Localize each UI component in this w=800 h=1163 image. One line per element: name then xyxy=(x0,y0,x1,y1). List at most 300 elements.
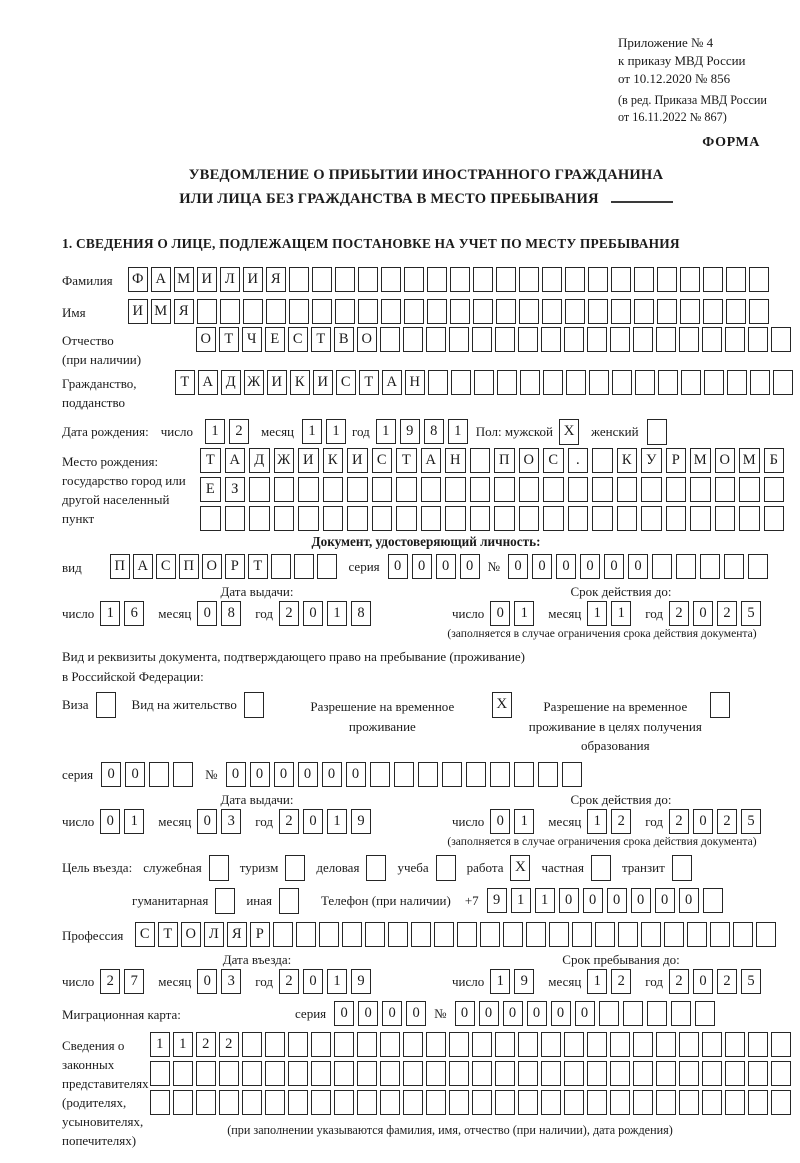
char-box[interactable]: 0 xyxy=(551,1001,571,1026)
char-box[interactable] xyxy=(541,1090,561,1115)
char-box[interactable] xyxy=(748,327,768,352)
char-box[interactable]: 0 xyxy=(604,554,624,579)
char-box[interactable]: Я xyxy=(227,922,247,947)
char-box[interactable]: 0 xyxy=(197,601,217,626)
stay-day-input[interactable] xyxy=(490,969,534,994)
char-box[interactable]: Т xyxy=(158,922,178,947)
identity-doc-series-input[interactable] xyxy=(388,554,480,579)
char-box[interactable]: 0 xyxy=(322,762,342,787)
char-box[interactable]: А xyxy=(382,370,402,395)
legal-reps-input-row3[interactable] xyxy=(150,1090,791,1115)
char-box[interactable] xyxy=(496,267,516,292)
char-box[interactable]: К xyxy=(323,448,344,473)
char-box[interactable]: С xyxy=(156,554,176,579)
char-box[interactable] xyxy=(641,922,661,947)
char-box[interactable]: 0 xyxy=(298,762,318,787)
char-box[interactable] xyxy=(311,1032,331,1057)
birthplace-input-row1[interactable] xyxy=(200,448,784,473)
char-box[interactable] xyxy=(611,267,631,292)
char-box[interactable]: А xyxy=(133,554,153,579)
char-box[interactable] xyxy=(450,299,470,324)
residence-doc-number-input[interactable] xyxy=(226,762,582,787)
char-box[interactable]: 0 xyxy=(583,888,603,913)
char-box[interactable] xyxy=(418,762,438,787)
char-box[interactable] xyxy=(496,299,516,324)
char-box[interactable]: 1 xyxy=(587,809,607,834)
char-box[interactable] xyxy=(666,506,687,531)
char-box[interactable] xyxy=(372,506,393,531)
char-box[interactable] xyxy=(450,267,470,292)
char-box[interactable]: 0 xyxy=(607,888,627,913)
char-box[interactable] xyxy=(704,370,724,395)
char-box[interactable]: А xyxy=(198,370,218,395)
char-box[interactable] xyxy=(541,1061,561,1086)
char-box[interactable] xyxy=(676,554,696,579)
char-box[interactable]: 5 xyxy=(741,809,761,834)
char-box[interactable]: 0 xyxy=(334,1001,354,1026)
option-temp-residence-checkbox[interactable]: X xyxy=(492,692,512,718)
char-box[interactable] xyxy=(519,267,539,292)
char-box[interactable]: И xyxy=(347,448,368,473)
char-box[interactable] xyxy=(470,506,491,531)
char-box[interactable]: 0 xyxy=(303,969,323,994)
char-box[interactable]: М xyxy=(739,448,760,473)
char-box[interactable] xyxy=(472,1061,492,1086)
char-box[interactable]: 1 xyxy=(514,601,534,626)
char-box[interactable] xyxy=(273,922,293,947)
birthdate-day-input[interactable] xyxy=(205,419,249,444)
char-box[interactable]: 6 xyxy=(124,601,144,626)
char-box[interactable]: Т xyxy=(396,448,417,473)
char-box[interactable] xyxy=(380,1090,400,1115)
char-box[interactable] xyxy=(543,477,564,502)
char-box[interactable] xyxy=(334,1061,354,1086)
char-box[interactable] xyxy=(243,299,263,324)
char-box[interactable]: 2 xyxy=(611,809,631,834)
char-box[interactable]: 2 xyxy=(669,809,689,834)
char-box[interactable] xyxy=(771,1061,791,1086)
char-box[interactable]: 0 xyxy=(655,888,675,913)
char-box[interactable] xyxy=(647,1001,667,1026)
char-box[interactable]: П xyxy=(179,554,199,579)
char-box[interactable] xyxy=(495,1032,515,1057)
char-box[interactable] xyxy=(449,1032,469,1057)
char-box[interactable]: 0 xyxy=(274,762,294,787)
char-box[interactable] xyxy=(394,762,414,787)
char-box[interactable]: 5 xyxy=(741,601,761,626)
char-box[interactable] xyxy=(749,299,769,324)
char-box[interactable]: 2 xyxy=(717,969,737,994)
char-box[interactable] xyxy=(404,267,424,292)
char-box[interactable] xyxy=(599,1001,619,1026)
char-box[interactable] xyxy=(587,1061,607,1086)
char-box[interactable] xyxy=(725,327,745,352)
char-box[interactable]: Т xyxy=(200,448,221,473)
char-box[interactable]: Ф xyxy=(128,267,148,292)
char-box[interactable]: 2 xyxy=(669,969,689,994)
stay-month-input[interactable] xyxy=(587,969,631,994)
char-box[interactable] xyxy=(197,299,217,324)
purpose-humanitarian-checkbox[interactable] xyxy=(215,888,235,914)
char-box[interactable] xyxy=(289,299,309,324)
patronymic-input[interactable] xyxy=(196,327,791,352)
char-box[interactable] xyxy=(680,299,700,324)
char-box[interactable] xyxy=(426,1090,446,1115)
char-box[interactable] xyxy=(681,370,701,395)
char-box[interactable] xyxy=(771,1032,791,1057)
char-box[interactable] xyxy=(726,267,746,292)
char-box[interactable] xyxy=(411,922,431,947)
char-box[interactable] xyxy=(592,506,613,531)
char-box[interactable] xyxy=(748,554,768,579)
char-box[interactable] xyxy=(298,477,319,502)
char-box[interactable]: Ч xyxy=(242,327,262,352)
char-box[interactable]: Е xyxy=(200,477,221,502)
char-box[interactable] xyxy=(633,1032,653,1057)
char-box[interactable] xyxy=(470,477,491,502)
char-box[interactable]: 1 xyxy=(490,969,510,994)
char-box[interactable]: 0 xyxy=(406,1001,426,1026)
char-box[interactable] xyxy=(633,1090,653,1115)
char-box[interactable]: 0 xyxy=(508,554,528,579)
char-box[interactable] xyxy=(495,1061,515,1086)
residence-doc-series-input[interactable] xyxy=(101,762,193,787)
char-box[interactable] xyxy=(610,1032,630,1057)
char-box[interactable] xyxy=(771,327,791,352)
char-box[interactable] xyxy=(773,370,793,395)
char-box[interactable] xyxy=(319,922,339,947)
char-box[interactable] xyxy=(426,327,446,352)
birthdate-year-input[interactable] xyxy=(376,419,468,444)
char-box[interactable] xyxy=(519,299,539,324)
char-box[interactable] xyxy=(664,922,684,947)
char-box[interactable]: 1 xyxy=(150,1032,170,1057)
char-box[interactable] xyxy=(334,1032,354,1057)
entry-year-input[interactable] xyxy=(279,969,371,994)
char-box[interactable]: О xyxy=(357,327,377,352)
char-box[interactable]: 0 xyxy=(693,969,713,994)
char-box[interactable] xyxy=(173,1061,193,1086)
char-box[interactable] xyxy=(541,327,561,352)
char-box[interactable]: 0 xyxy=(197,809,217,834)
char-box[interactable] xyxy=(514,762,534,787)
identity-doc-number-input[interactable] xyxy=(508,554,768,579)
char-box[interactable] xyxy=(634,299,654,324)
char-box[interactable] xyxy=(404,299,424,324)
option-visa-checkbox[interactable] xyxy=(96,692,116,718)
residence-expiry-year-input[interactable] xyxy=(669,809,761,834)
char-box[interactable]: 2 xyxy=(611,969,631,994)
char-box[interactable]: Ж xyxy=(274,448,295,473)
char-box[interactable]: И xyxy=(267,370,287,395)
char-box[interactable] xyxy=(296,922,316,947)
char-box[interactable] xyxy=(445,506,466,531)
char-box[interactable]: 2 xyxy=(229,419,249,444)
char-box[interactable]: 2 xyxy=(279,969,299,994)
char-box[interactable]: Р xyxy=(225,554,245,579)
char-box[interactable]: К xyxy=(290,370,310,395)
char-box[interactable] xyxy=(173,1090,193,1115)
char-box[interactable] xyxy=(633,1061,653,1086)
char-box[interactable]: 0 xyxy=(527,1001,547,1026)
char-box[interactable] xyxy=(242,1090,262,1115)
char-box[interactable] xyxy=(703,888,723,913)
char-box[interactable] xyxy=(503,922,523,947)
char-box[interactable]: 0 xyxy=(503,1001,523,1026)
char-box[interactable]: 0 xyxy=(679,888,699,913)
char-box[interactable] xyxy=(617,506,638,531)
char-box[interactable] xyxy=(381,267,401,292)
char-box[interactable] xyxy=(725,1032,745,1057)
char-box[interactable] xyxy=(566,370,586,395)
char-box[interactable] xyxy=(312,267,332,292)
char-box[interactable]: 2 xyxy=(279,601,299,626)
char-box[interactable] xyxy=(426,1061,446,1086)
char-box[interactable] xyxy=(474,370,494,395)
char-box[interactable] xyxy=(271,554,291,579)
char-box[interactable]: 0 xyxy=(631,888,651,913)
char-box[interactable]: З xyxy=(225,477,246,502)
char-box[interactable]: 1 xyxy=(514,809,534,834)
char-box[interactable] xyxy=(764,506,785,531)
char-box[interactable]: Д xyxy=(249,448,270,473)
char-box[interactable]: М xyxy=(174,267,194,292)
char-box[interactable] xyxy=(323,506,344,531)
char-box[interactable] xyxy=(381,299,401,324)
char-box[interactable] xyxy=(196,1061,216,1086)
char-box[interactable]: 0 xyxy=(490,809,510,834)
char-box[interactable] xyxy=(317,554,337,579)
option-residence-permit-checkbox[interactable] xyxy=(244,692,264,718)
char-box[interactable] xyxy=(372,477,393,502)
purpose-private-checkbox[interactable] xyxy=(591,855,611,881)
char-box[interactable] xyxy=(335,267,355,292)
char-box[interactable]: 2 xyxy=(100,969,120,994)
char-box[interactable] xyxy=(457,922,477,947)
char-box[interactable] xyxy=(587,1032,607,1057)
char-box[interactable]: 1 xyxy=(326,419,346,444)
sex-female-checkbox[interactable] xyxy=(647,419,667,445)
char-box[interactable] xyxy=(150,1090,170,1115)
char-box[interactable] xyxy=(610,327,630,352)
char-box[interactable]: М xyxy=(690,448,711,473)
purpose-study-checkbox[interactable] xyxy=(436,855,456,881)
char-box[interactable]: 3 xyxy=(221,809,241,834)
char-box[interactable]: 0 xyxy=(388,554,408,579)
char-box[interactable]: 0 xyxy=(556,554,576,579)
char-box[interactable] xyxy=(380,1032,400,1057)
char-box[interactable]: Т xyxy=(359,370,379,395)
birthdate-month-input[interactable] xyxy=(302,419,346,444)
char-box[interactable] xyxy=(473,299,493,324)
char-box[interactable]: 3 xyxy=(221,969,241,994)
char-box[interactable]: П xyxy=(110,554,130,579)
identity-expiry-day-input[interactable] xyxy=(490,601,534,626)
char-box[interactable]: Н xyxy=(445,448,466,473)
char-box[interactable] xyxy=(656,1061,676,1086)
char-box[interactable] xyxy=(311,1090,331,1115)
identity-issue-month-input[interactable] xyxy=(197,601,241,626)
char-box[interactable]: 7 xyxy=(124,969,144,994)
char-box[interactable]: 9 xyxy=(351,969,371,994)
char-box[interactable] xyxy=(658,370,678,395)
char-box[interactable] xyxy=(700,554,720,579)
char-box[interactable]: 0 xyxy=(559,888,579,913)
char-box[interactable] xyxy=(652,554,672,579)
char-box[interactable] xyxy=(587,1090,607,1115)
char-box[interactable] xyxy=(518,1061,538,1086)
char-box[interactable] xyxy=(442,762,462,787)
char-box[interactable] xyxy=(725,1090,745,1115)
char-box[interactable] xyxy=(690,477,711,502)
char-box[interactable]: 8 xyxy=(221,601,241,626)
char-box[interactable]: Т xyxy=(175,370,195,395)
char-box[interactable]: 1 xyxy=(327,601,347,626)
char-box[interactable] xyxy=(449,1090,469,1115)
char-box[interactable] xyxy=(289,267,309,292)
char-box[interactable] xyxy=(542,267,562,292)
char-box[interactable] xyxy=(380,327,400,352)
char-box[interactable]: 1 xyxy=(327,969,347,994)
char-box[interactable] xyxy=(564,1090,584,1115)
char-box[interactable]: 1 xyxy=(611,601,631,626)
char-box[interactable] xyxy=(357,1061,377,1086)
char-box[interactable] xyxy=(451,370,471,395)
residence-expiry-day-input[interactable] xyxy=(490,809,534,834)
char-box[interactable]: А xyxy=(225,448,246,473)
char-box[interactable]: 8 xyxy=(424,419,444,444)
char-box[interactable]: В xyxy=(334,327,354,352)
char-box[interactable] xyxy=(565,299,585,324)
char-box[interactable] xyxy=(466,762,486,787)
char-box[interactable]: 0 xyxy=(436,554,456,579)
purpose-tourism-checkbox[interactable] xyxy=(285,855,305,881)
char-box[interactable]: 0 xyxy=(358,1001,378,1026)
char-box[interactable] xyxy=(518,1090,538,1115)
citizenship-input[interactable] xyxy=(175,370,793,395)
residence-issue-day-input[interactable] xyxy=(100,809,144,834)
char-box[interactable] xyxy=(519,506,540,531)
char-box[interactable] xyxy=(748,1061,768,1086)
char-box[interactable] xyxy=(370,762,390,787)
char-box[interactable] xyxy=(518,327,538,352)
char-box[interactable] xyxy=(568,506,589,531)
char-box[interactable]: А xyxy=(151,267,171,292)
char-box[interactable]: 0 xyxy=(346,762,366,787)
char-box[interactable] xyxy=(562,762,582,787)
char-box[interactable] xyxy=(702,1032,722,1057)
char-box[interactable] xyxy=(265,1090,285,1115)
char-box[interactable] xyxy=(298,506,319,531)
char-box[interactable]: 5 xyxy=(741,969,761,994)
char-box[interactable] xyxy=(587,327,607,352)
char-box[interactable] xyxy=(266,299,286,324)
char-box[interactable]: 0 xyxy=(303,601,323,626)
char-box[interactable]: И xyxy=(197,267,217,292)
char-box[interactable] xyxy=(426,1032,446,1057)
char-box[interactable]: 8 xyxy=(351,601,371,626)
char-box[interactable]: 0 xyxy=(101,762,121,787)
char-box[interactable] xyxy=(641,506,662,531)
char-box[interactable] xyxy=(358,267,378,292)
char-box[interactable] xyxy=(634,267,654,292)
char-box[interactable]: О xyxy=(715,448,736,473)
char-box[interactable]: 0 xyxy=(580,554,600,579)
char-box[interactable] xyxy=(702,327,722,352)
char-box[interactable]: О xyxy=(181,922,201,947)
char-box[interactable] xyxy=(703,299,723,324)
char-box[interactable] xyxy=(733,922,753,947)
char-box[interactable] xyxy=(494,506,515,531)
char-box[interactable]: М xyxy=(151,299,171,324)
char-box[interactable] xyxy=(588,267,608,292)
char-box[interactable]: 9 xyxy=(400,419,420,444)
char-box[interactable] xyxy=(641,477,662,502)
char-box[interactable] xyxy=(358,299,378,324)
char-box[interactable] xyxy=(380,1061,400,1086)
char-box[interactable]: Я xyxy=(266,267,286,292)
identity-expiry-month-input[interactable] xyxy=(587,601,631,626)
purpose-work-checkbox[interactable]: X xyxy=(510,855,530,881)
char-box[interactable]: Т xyxy=(219,327,239,352)
phone-input[interactable] xyxy=(487,888,723,913)
char-box[interactable] xyxy=(542,299,562,324)
char-box[interactable] xyxy=(702,1061,722,1086)
char-box[interactable] xyxy=(749,267,769,292)
char-box[interactable]: Д xyxy=(221,370,241,395)
char-box[interactable] xyxy=(219,1061,239,1086)
char-box[interactable] xyxy=(633,327,653,352)
char-box[interactable]: 0 xyxy=(250,762,270,787)
firstname-input[interactable] xyxy=(128,299,769,324)
char-box[interactable] xyxy=(610,1061,630,1086)
char-box[interactable] xyxy=(703,267,723,292)
char-box[interactable] xyxy=(365,922,385,947)
char-box[interactable] xyxy=(470,448,491,473)
char-box[interactable] xyxy=(610,1090,630,1115)
char-box[interactable]: 2 xyxy=(196,1032,216,1057)
char-box[interactable] xyxy=(288,1061,308,1086)
char-box[interactable] xyxy=(149,762,169,787)
char-box[interactable] xyxy=(265,1032,285,1057)
char-box[interactable]: . xyxy=(568,448,589,473)
char-box[interactable] xyxy=(618,922,638,947)
char-box[interactable] xyxy=(449,1061,469,1086)
char-box[interactable] xyxy=(427,267,447,292)
identity-doc-type-input[interactable] xyxy=(110,554,337,579)
entry-month-input[interactable] xyxy=(197,969,241,994)
char-box[interactable] xyxy=(242,1061,262,1086)
residence-issue-month-input[interactable] xyxy=(197,809,241,834)
char-box[interactable] xyxy=(497,370,517,395)
char-box[interactable] xyxy=(342,922,362,947)
char-box[interactable]: С xyxy=(288,327,308,352)
char-box[interactable] xyxy=(288,1032,308,1057)
char-box[interactable] xyxy=(635,370,655,395)
char-box[interactable]: 0 xyxy=(693,601,713,626)
char-box[interactable] xyxy=(357,1090,377,1115)
char-box[interactable] xyxy=(480,922,500,947)
char-box[interactable] xyxy=(588,299,608,324)
char-box[interactable]: С xyxy=(372,448,393,473)
char-box[interactable] xyxy=(445,477,466,502)
char-box[interactable] xyxy=(541,1032,561,1057)
char-box[interactable] xyxy=(756,922,776,947)
char-box[interactable] xyxy=(715,477,736,502)
char-box[interactable] xyxy=(449,327,469,352)
char-box[interactable]: И xyxy=(128,299,148,324)
char-box[interactable] xyxy=(219,1090,239,1115)
